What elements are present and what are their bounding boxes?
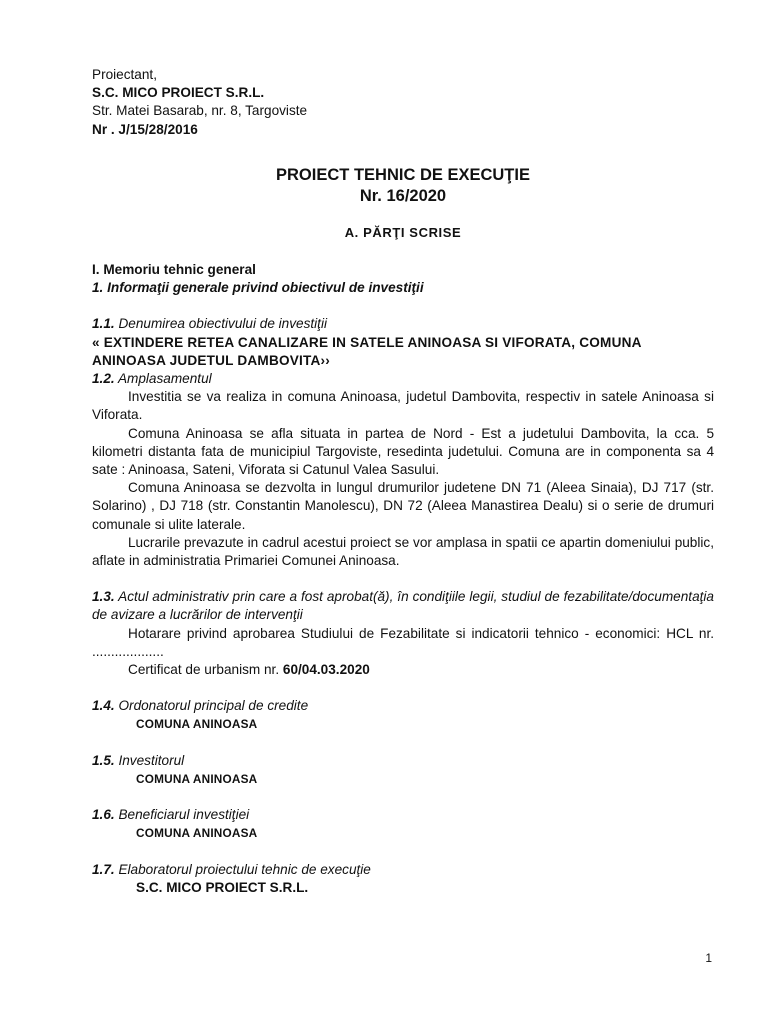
- section-1-4-label: Ordonatorul principal de credite: [114, 698, 309, 714]
- memoriu-subheading: 1. Informaţii generale privind obiectivul de investiţii: [92, 280, 424, 296]
- section-1-3-label: Actul administrativ prin care a fost aprobat(ă), în condiţiile legii, studiul de fezabilitate/documentaţia de avizare a lucrărilor de intervenţii: [92, 589, 714, 623]
- memoriu-heading: I. Memoriu tehnic general: [92, 262, 256, 278]
- location-paragraph-2: Comuna Aninoasa se afla situata in partea de Nord - Est a judetului Dambovita, la cca. 5 kilometri distanta fata de municipiul Targoviste, resedinta judetului. Comuna are in componenta sa 4 sate : Aninoasa, Sateni, Viforata si Catunul Valea Sasului.: [92, 425, 714, 478]
- section-1-6-label: Beneficiarul investiţiei: [114, 807, 250, 823]
- credit-ordinator-value: COMUNA ANINOASA: [136, 717, 258, 732]
- document-title: PROIECT TEHNIC DE EXECUŢIE: [276, 165, 530, 184]
- location-paragraph-3: Comuna Aninoasa se dezvolta in lungul drumurilor judetene DN 71 (Aleea Sinaia), DJ 717 (str. Solarino) , DJ 718 (str. Constantin Manolescu), DN 72 (Aleea Manastirea Dealu) si o serie de drumuri comunale si ulite laterale.: [92, 480, 714, 532]
- section-1-4-heading: [92, 697, 714, 715]
- section-1-3-number: 1.3.: [92, 589, 115, 605]
- project-name-line1: « EXTINDERE RETEA CANALIZARE IN SATELE ANINOASA SI VIFORATA, COMUNA: [92, 334, 642, 350]
- approval-paragraph: Hotarare privind aprobarea Studiului de Fezabilitate si indicatorii tehnico - economici: HCL nr. ...................: [92, 625, 714, 659]
- designer-company: S.C. MICO PROIECT S.R.L.: [92, 85, 265, 101]
- section-1-2-number: 1.2.: [92, 371, 115, 387]
- section-1-3-heading: [92, 588, 714, 624]
- designer-header: [92, 66, 714, 139]
- urbanism-certificate-number: 60/04.03.2020: [282, 662, 370, 678]
- section-1-6-heading: [92, 806, 714, 824]
- investor-value: COMUNA ANINOASA: [136, 771, 258, 786]
- designer-registration: Nr . J/15/28/2016: [92, 121, 198, 137]
- beneficiary-value: COMUNA ANINOASA: [136, 826, 258, 841]
- section-1-4-number: 1.4.: [92, 698, 115, 714]
- section-1-7-number: 1.7.: [92, 861, 115, 877]
- section-1-5-label: Investitorul: [114, 752, 185, 768]
- section-1-6-number: 1.6.: [92, 807, 115, 823]
- section-1-7-label: Elaboratorul proiectului tehnic de execuţie: [114, 861, 371, 877]
- section-1-7-heading: [92, 861, 714, 879]
- section-1-5-heading: [92, 752, 714, 770]
- section-1-1-number: 1.1.: [92, 316, 115, 332]
- section-1-1-label: Denumirea obiectivului de investiţii: [114, 316, 328, 332]
- location-paragraph-4: Lucrarile prevazute in cadrul acestui proiect se vor amplasa in spatii ce apartin domeniului public, aflate in administratia Primariei Comunei Aninoasa.: [92, 534, 714, 569]
- page-number: 1: [705, 951, 712, 965]
- urbanism-certificate: [92, 661, 714, 679]
- section-1-1-heading: [92, 315, 714, 333]
- elaborator-value: S.C. MICO PROIECT S.R.L.: [136, 879, 309, 895]
- designer-address: Str. Matei Basarab, nr. 8, Targoviste: [92, 103, 308, 119]
- document-body: [92, 66, 714, 897]
- location-paragraph-1: Investitia se va realiza in comuna Aninoasa, judetul Dambovita, respectiv in satele Aninoasa si Viforata.: [92, 389, 714, 423]
- section-a-title: A. PĂRŢI SCRISE: [344, 224, 462, 240]
- urbanism-certificate-label: Certificat de urbanism nr.: [128, 662, 283, 678]
- section-1-5-number: 1.5.: [92, 752, 115, 768]
- section-1-2-heading: [92, 370, 714, 388]
- document-number: Nr. 16/2020: [359, 186, 447, 205]
- project-name-line2: ANINOASA JUDETUL DAMBOVITA››: [92, 352, 330, 368]
- designer-label: Proiectant,: [92, 67, 157, 82]
- section-1-2-label: Amplasamentul: [114, 371, 212, 387]
